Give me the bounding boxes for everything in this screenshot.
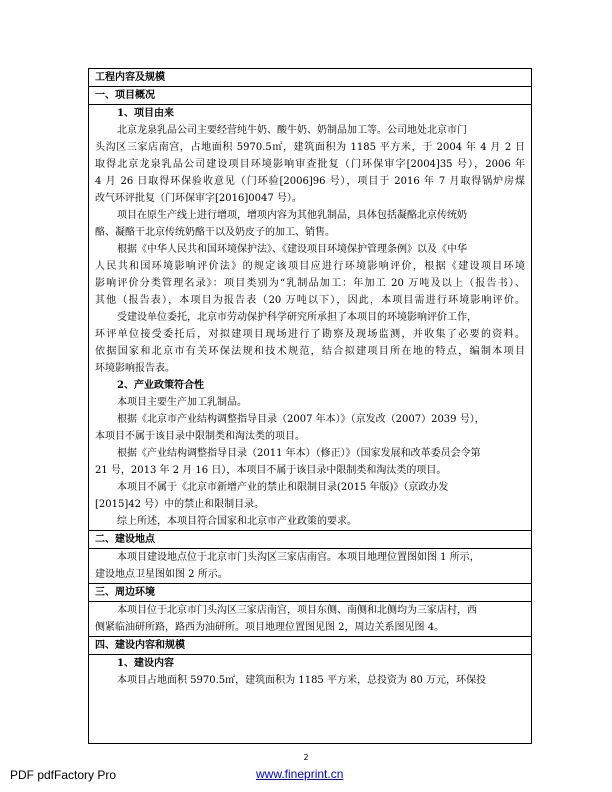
- paragraph-line: 根据《产业结构调整指导目录（2011 年本）（修正）》（国家发展和改革委员会令第: [117, 448, 481, 459]
- paragraph-line: 受建设单位委托，北京市劳动保护科学研究所承担了本项目的环境影响评价工作，: [117, 312, 477, 323]
- overview-content-row: [89, 105, 531, 531]
- paragraph-line: 本项目不属于《北京市新增产业的禁止和限制目录(2015 年版)》（京政办发: [117, 482, 449, 493]
- document-table: [88, 68, 532, 744]
- section-title-row: [89, 69, 531, 87]
- location-heading: 二、建设地点: [95, 534, 155, 545]
- paragraph-line: 本项目主要生产加工乳制品。: [117, 397, 247, 408]
- build-content-heading: 1、建设内容: [117, 658, 174, 669]
- paragraph-line: 依据国家和北京市有关环保法规和技术规范，结合拟建项目所在地的特点，编制本项目: [95, 346, 525, 357]
- paragraph-line: 其他（报告表），本项目为报告表（20 万吨以下），因此，本项目需进行环境影响评价。: [95, 295, 525, 306]
- paragraph-line: 北京龙泉乳品公司主要经营纯牛奶、酸牛奶、奶制品加工等。公司地处北京市门: [117, 125, 467, 136]
- paragraph-line: 建设地点卫星图如图 2 所示。: [95, 569, 228, 580]
- fineprint-link[interactable]: www.fineprint.cn: [256, 767, 344, 781]
- paragraph-line: 本项目建设地点位于北京市门头沟区三家店南宫。本项目地理位置图如图 1 所示，: [117, 552, 480, 563]
- content-heading-row: [89, 637, 531, 655]
- content-body-row: [89, 655, 531, 689]
- paragraph-line: 头沟区三家店南宫，占地面积 5970.5㎡，建筑面积为 1185 平方米，于 2004 年 4 月 2 日: [95, 142, 525, 153]
- paragraph-line: 酪、凝酪干北京传统奶酪干以及奶皮子的加工、销售。: [95, 227, 335, 238]
- paragraph-line: 改气环评批复（门环保审字[2016]0047 号）。: [95, 193, 302, 204]
- surround-heading: 三、周边环境: [95, 587, 155, 598]
- content-heading: 四、建设内容和规模: [95, 640, 185, 651]
- paragraph-line: 21 号，2013 年 2 月 16 日），本项目不属于该目录中限制类和淘汰类的项目。: [95, 465, 447, 476]
- paragraph-line: 取得北京龙泉乳品公司建设项目环境影响审查批复（门环保审字[2004]35 号），2006 年: [95, 159, 525, 170]
- origin-heading: 1、项目由来: [117, 108, 174, 119]
- overview-heading-row: [89, 87, 531, 105]
- paragraph-line: 本项目占地面积 5970.5㎡，建筑面积为 1185 平方米，总投资为 80 万元，环保投: [117, 675, 487, 686]
- page-number: 2: [303, 753, 309, 762]
- policy-heading: 2、产业政策符合性: [117, 380, 204, 391]
- overview-heading: 一、项目概况: [95, 90, 155, 101]
- section-title: 工程内容及规模: [95, 72, 165, 83]
- surround-heading-row: [89, 584, 531, 602]
- paragraph-line: 4 月 26 日取得环保验收意见（门环验[2006]96 号），项目于 2016 年 7 月取得锅炉房煤: [95, 176, 525, 187]
- paragraph-line: 项目在原生产线上进行增项，增项内容为其他乳制品，具体包括凝酪北京传统奶: [117, 210, 467, 221]
- paragraph-line: 本项目位于北京市门头沟区三家店南宫，项目东侧、南侧和北侧均为三家店村，西: [117, 605, 477, 616]
- paragraph-line: 环评单位接受委托后，对拟建项目现场进行了勘察及现场监测，并收集了必要的资料。: [95, 329, 525, 340]
- paragraph-line: 综上所述，本项目符合国家和北京市产业政策的要求。: [117, 516, 357, 527]
- paragraph-line: 根据《中华人民共和国环境保护法》、《建设项目环境保护管理条例》以及《中华: [117, 244, 467, 255]
- paragraph-line: 环境影响报告表。: [95, 363, 175, 374]
- pdffactory-footer: PDF pdfFactory Pro: [10, 768, 117, 782]
- paragraph-line: 根据《北京市产业结构调整指导目录（2007 年本）》（京发改（2007）2039 号），: [117, 414, 485, 425]
- paragraph-line: 影响评价分类管理名录》：项目类别为“乳制品加工：年加工 20 万吨及以上（报告书）、: [95, 278, 525, 289]
- paragraph-line: 侧紧临油研所路，路西为油研所。项目地理位置图见图 2，周边关系图见图 4。: [95, 622, 445, 633]
- location-content-row: [89, 549, 531, 584]
- paragraph-line: 本项目不属于该目录中限制类和淘汰类的项目。: [95, 431, 305, 442]
- location-heading-row: [89, 531, 531, 549]
- paragraph-line: [2015]42 号）中的禁止和限制目录。: [95, 499, 265, 510]
- surround-content-row: [89, 602, 531, 637]
- paragraph-line: 人民共和国环境影响评价法》的规定该项目应进行环境影响评价，根据《建设项目环境: [95, 261, 525, 272]
